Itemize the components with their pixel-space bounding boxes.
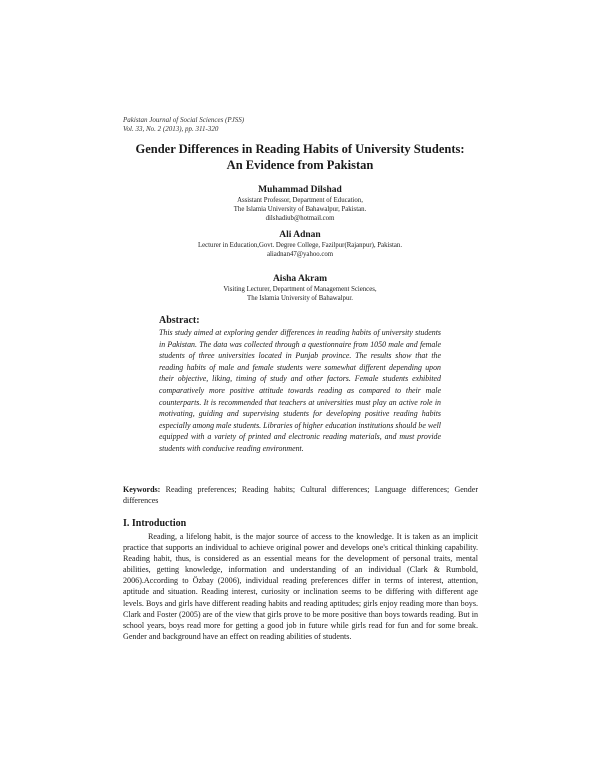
author-name: Muhammad Dilshad (258, 185, 342, 195)
keywords (123, 484, 478, 506)
abstract-heading: Abstract: (159, 315, 200, 326)
author-affiliation: Visiting Lecturer, Department of Management Sciences, (223, 286, 377, 293)
author-affiliation: The Islamia University of Bahawalpur, Pakistan. (233, 206, 367, 213)
abstract (159, 315, 441, 455)
author-name: Ali Adnan (279, 230, 321, 240)
author-affiliation: Lecturer in Education,Govt. Degree College, Fazilpur(Rajanpur), Pakistan. (197, 242, 403, 249)
author-affiliation: The Islamia University of Bahawalpur. (247, 295, 353, 302)
author-affiliation: Assistant Professor, Department of Education, (237, 197, 363, 204)
journal-issue: Vol. 33, No. 2 (2013), pp. 311-320 (123, 125, 219, 133)
author-name: Aisha Akram (272, 274, 328, 284)
journal-name: Pakistan Journal of Social Sciences (PJSS) (123, 116, 245, 124)
author-email: dilshadiub@hotmail.com (265, 215, 335, 222)
author-email: aliadnan47@yahoo.com (266, 251, 334, 258)
title-line-1: Gender Differences in Reading Habits of University Students: (135, 142, 465, 156)
author-block-1 (100, 184, 500, 223)
keywords-label: Keywords: (123, 485, 161, 494)
section-heading-introduction: I. Introduction (123, 518, 187, 529)
paper-title (100, 141, 500, 173)
author-block-3 (100, 273, 500, 303)
title-line-2: An Evidence from Pakistan (226, 158, 374, 172)
keywords-text: Reading preferences; Reading habits; Cultural differences; Language differences; Gender differences (123, 485, 479, 505)
author-block-2 (100, 229, 500, 259)
abstract-text: This study aimed at exploring gender differences in reading habits of university students in Pakistan. The data was collected through a questionnaire from 1050 male and female students of three universities located in Punjab province. The results show that the reading habits of male and female students were somewhat different depending upon their objective, liking, timing of study and other factors. Female students exhibited comparatively more positive attitude towards reading as compared to their male counterparts. It is recommended that teachers at universities must play an active role in motivating, guiding and supervising students for developing positive reading habits especially among male students. Libraries of higher education institutions should be well equipped with a variety of printed and electronic reading materials, and must provide students with conducive reading environment. (159, 328, 441, 453)
journal-header (123, 116, 244, 134)
introduction-paragraph: Reading, a lifelong habit, is the major source of access to the knowledge. It is taken as an implicit practice that supports an individual to achieve original power and develops one's critical thinking capability. Reading habit, thus, is considered as an essential means for the development of personal traits, mental abilities, getting knowledge, information and understanding of an individual (Clark & Rumbold, 2006).According to Özbay (2006), individual reading preferences differ in terms of interest, attention, aptitude and situation. Reading interest, curiosity or inclination seems to be differing with different age levels. Boys and girls have different reading habits and reading aptitudes; girls enjoy reading more than boys. Clark and Foster (2005) are of the view that girls prove to be more positive than boys towards reading. But in school years, boys read more for getting a good job in future while girls read for fun and for some break. Gender and background have an effect on reading abilities of students. (123, 532, 478, 641)
